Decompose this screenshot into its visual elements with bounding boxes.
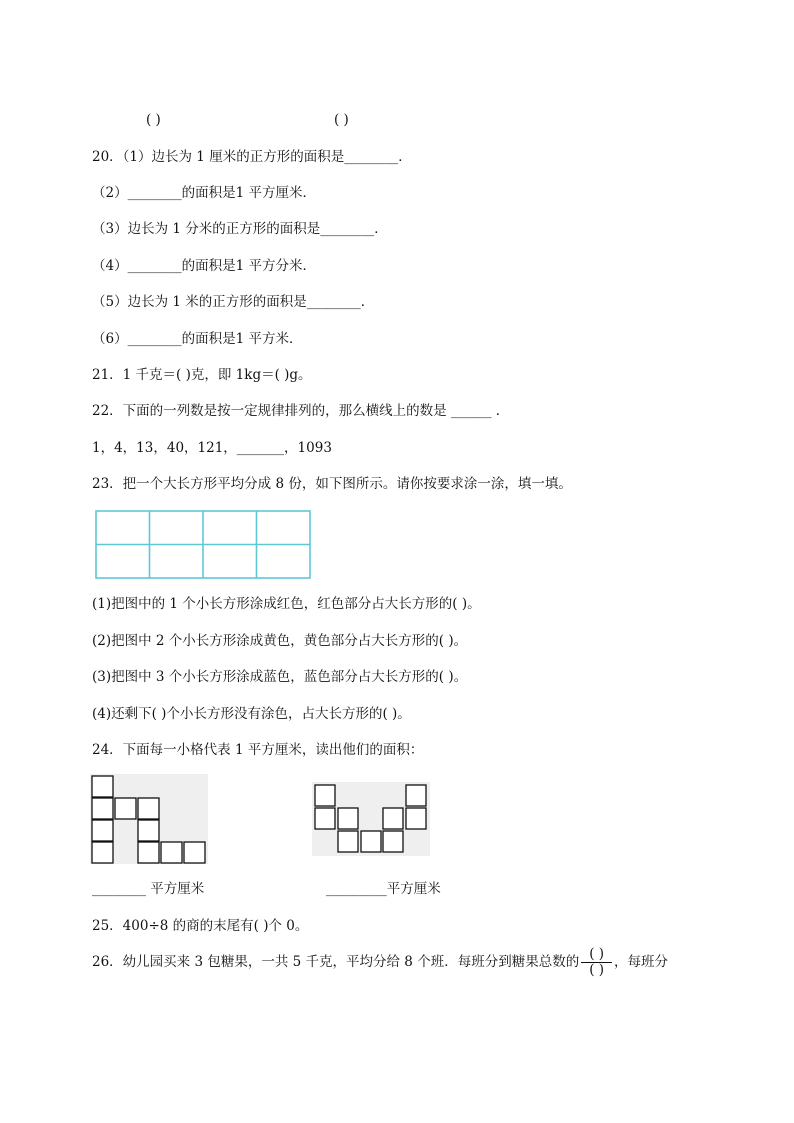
unit-square bbox=[92, 776, 113, 797]
unit-square bbox=[92, 798, 113, 819]
unit-square bbox=[383, 808, 403, 829]
unit-square bbox=[184, 842, 205, 863]
unit-square bbox=[115, 798, 136, 819]
q22-text: 22．下面的一列数是按一定规律排列的，那么横线上的数是 ______ ． bbox=[92, 403, 510, 419]
unit-square bbox=[383, 831, 403, 852]
unit-square bbox=[315, 785, 335, 806]
q20-line-2: （2）________的面积是1 平方厘米． bbox=[92, 185, 316, 201]
q22-sequence: 1，4，13，40，121，_______，1093 bbox=[92, 440, 332, 456]
q20-line-6: （6）________的面积是1 平方米． bbox=[92, 331, 303, 347]
unit-square bbox=[138, 842, 159, 863]
q26-fraction bbox=[581, 947, 612, 978]
q20-line-5: （5）边长为 1 米的正方形的面积是________． bbox=[92, 294, 375, 310]
q24-answer-2: _________平方厘米 bbox=[326, 881, 441, 897]
q25-text: 25．400÷8 的商的末尾有( )个 0。 bbox=[92, 918, 309, 934]
fraction-denominator: ( ) bbox=[589, 962, 605, 978]
q20-line-4: （4）________的面积是1 平方分米． bbox=[92, 258, 316, 274]
unit-square bbox=[361, 831, 381, 852]
unit-square bbox=[92, 842, 113, 863]
q26-body: 26．幼儿园买来 3 包糖果，一共 5 千克，平均分给 8 个班．每班分到糖果总数的 bbox=[92, 954, 580, 970]
unit-square bbox=[406, 785, 426, 806]
answer-paren-right: ( ) bbox=[334, 112, 349, 128]
fraction-numerator: ( ) bbox=[581, 947, 612, 963]
q20-line-3: （3）边长为 1 分米的正方形的面积是________． bbox=[92, 221, 388, 237]
unit-square bbox=[92, 820, 113, 841]
square-grid-figure-2 bbox=[312, 782, 430, 856]
answer-paren-row bbox=[0, 112, 794, 132]
answer-paren-left: ( ) bbox=[146, 112, 161, 128]
q26-tail: ，每班分 bbox=[614, 954, 669, 970]
q23-sub-4: (4)还剩下( )个小长方形没有涂色，占大长方形的( )。 bbox=[92, 706, 411, 722]
unit-square bbox=[138, 820, 159, 841]
q23-text: 23．把一个大长方形平均分成 8 份，如下图所示。请你按要求涂一涂，填一填。 bbox=[92, 476, 572, 492]
unit-square bbox=[406, 808, 426, 829]
unit-square bbox=[315, 808, 335, 829]
q26-text bbox=[92, 947, 668, 978]
eight-part-rectangle bbox=[95, 510, 313, 580]
q20-line-1: 20．（1）边长为 1 厘米的正方形的面积是________． bbox=[92, 149, 412, 165]
unit-square bbox=[338, 831, 358, 852]
q24-answer-1: ________ 平方厘米 bbox=[92, 881, 205, 897]
q21-text: 21．1 千克＝( )克，即 1kg＝( )g。 bbox=[92, 367, 312, 383]
q23-sub-3: (3)把图中 3 个小长方形涂成蓝色，蓝色部分占大长方形的( )。 bbox=[92, 669, 468, 685]
unit-square bbox=[338, 808, 358, 829]
unit-square bbox=[138, 798, 159, 819]
q23-sub-1: (1)把图中的 1 个小长方形涂成红色，红色部分占大长方形的( )。 bbox=[92, 596, 481, 612]
unit-square bbox=[161, 842, 182, 863]
q23-sub-2: (2)把图中 2 个小长方形涂成黄色，黄色部分占大长方形的( )。 bbox=[92, 633, 468, 649]
square-grid-figure-1 bbox=[90, 774, 208, 864]
q24-text: 24．下面每一小格代表 1 平方厘米，读出他们的面积： bbox=[92, 742, 424, 758]
